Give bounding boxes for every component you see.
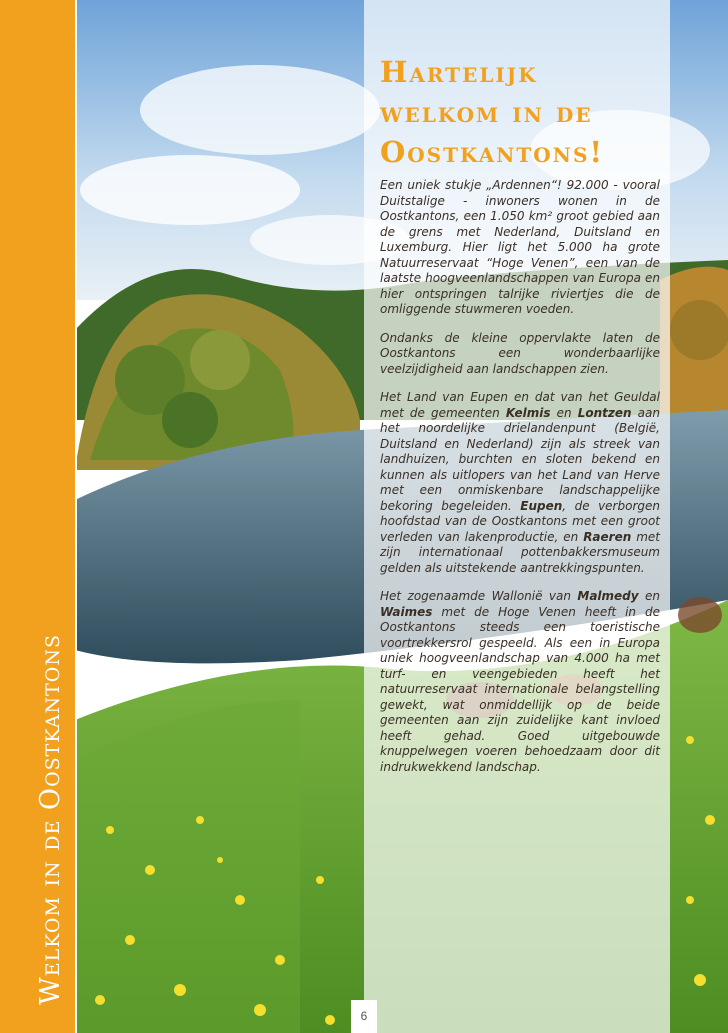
paragraph-variety: Ondanks de kleine oppervlakte laten de Oostkantons een wonderbaarlijke veelzijdigheid aan landschappen zien. [380, 330, 660, 376]
text-run: en [638, 589, 660, 603]
sidebar-title: Welkom in de Oostkantons [35, 634, 66, 1005]
text-run: Het zogenaamde Wallonië van [380, 589, 578, 603]
place-waimes: Waimes [380, 604, 433, 619]
place-eupen: Eupen [520, 498, 563, 513]
divider [75, 0, 77, 1033]
sidebar-band [0, 0, 75, 1033]
title-line-2: welkom in de [380, 95, 593, 129]
place-malmedy: Malmedy [577, 589, 639, 603]
article [380, 52, 660, 788]
place-lontzen: Lontzen [577, 405, 632, 420]
place-raeren: Raeren [583, 529, 632, 544]
text-run: Het Land van Eupen en dat van het Geuldal met de gemeenten [380, 390, 660, 420]
paragraph-eupen [380, 390, 660, 576]
text-run: en [550, 405, 578, 420]
text-run: met de Hoge Venen heeft in de Oostkantons steeds een toeristische voortrekkersrol gespeeld. Als een in Europa uniek hoogveenlandschap van 4.000 ha met turf- en veengebieden heeft het natuurreservaat internationale belangstelling gewekt, wat onmiddellijk op de beide gemeenten aan zijn zuidelijke kant invloed heeft gehad. Goed uitgebouwde knuppelwegen voeren behoedzaam door dit indrukwekkend landschap. [380, 604, 660, 774]
text-run: met zijn internationaal pottenbakkersmuseum gelden als uitstekende aantrekkingspunten. [380, 529, 660, 575]
place-kelmis: Kelmis [505, 405, 551, 420]
title-line-3: Oostkantons! [380, 135, 605, 169]
text-run: , de verborgen hoofdstad van de Oostkantons met een groot verleden van lakenproductie, en [380, 498, 660, 544]
page-title [380, 52, 660, 172]
text-run: aan het noordelijke drielandenpunt (België, Duitsland en Nederland) zijn als streek van landhuizen, burchten en sloten bekend en kunnen als uitlopers van het Land van Herve met een onmiskenbare landschappelijke bekoring begeleiden. [380, 405, 660, 513]
text-panel [364, 0, 670, 1033]
paragraph-intro: Een uniek stukje „Ardennen“! 92.000 - vooral Duitstalige - inwoners wonen in de Oostkantons, een 1.050 km² groot gebied aan de grens met Nederland, Duitsland en Luxemburg. Hier ligt het 5.000 ha grote Natuurreservaat “Hoge Venen”, een van de laatste hoogveenlandschappen van Europa en hier ontspringen talrijke riviertjes die de omliggende stuwmeren voeden. [380, 178, 660, 316]
page-number: 6 [351, 1000, 377, 1033]
paragraph-malmedy [380, 589, 660, 775]
title-line-1: Hartelijk [380, 55, 538, 89]
